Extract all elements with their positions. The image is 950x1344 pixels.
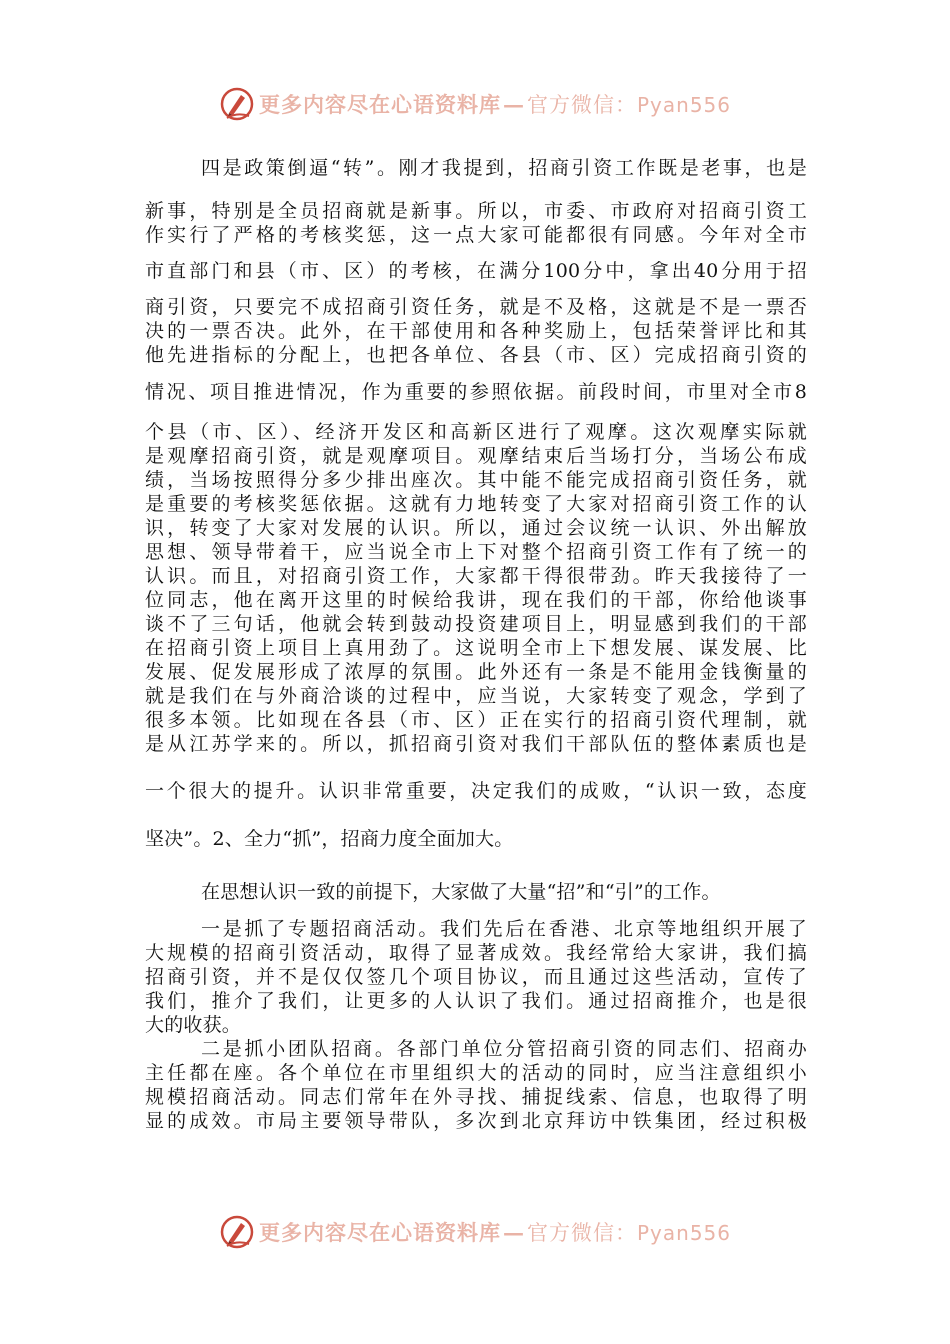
text-line: 大规模的招商引资活动，取得了显著成效。我经常给大家讲，我们搞 [145, 942, 807, 964]
text-line: 招商引资，并不是仅仅签几个项目协议，而且通过这些活动，宣传了 [145, 966, 807, 988]
watermark-title: 更多内容尽在心语资料库 [258, 92, 501, 117]
text-line: 规模招商活动。同志们常年在外寻找、捕捉线索、信息，也取得了明 [145, 1086, 807, 1108]
watermark-title: 更多内容尽在心语资料库 [258, 1220, 501, 1245]
watermark-label: 官方微信： [526, 93, 637, 117]
watermark-banner-bottom [0, 1212, 950, 1252]
watermark-text [259, 1217, 731, 1247]
pen-logo-icon [219, 1214, 255, 1250]
text-line: 位同志，他在离开这里的时候给我讲，现在我们的干部，你给他谈事 [145, 589, 807, 611]
text-line: 二是抓小团队招商。各部门单位分管招商引资的同志们、招商办 [201, 1038, 807, 1060]
text-line: 大的收获。 [145, 1014, 242, 1036]
watermark-separator: — [502, 1220, 525, 1245]
text-line: 一是抓了专题招商活动。我们先后在香港、北京等地组织开展了 [201, 918, 807, 940]
text-line: 主任都在座。各个单位在市里组织大的活动的同时，应当注意组织小 [145, 1062, 807, 1084]
text-line: 作实行了严格的考核奖惩，这一点大家可能都很有同感。今年对全市 [145, 224, 807, 246]
text-line: 决的一票否决。此外，在干部使用和各种奖励上，包括荣誉评比和其 [145, 320, 807, 342]
text-line: 发展、促发展形成了浓厚的氛围。此外还有一条是不能用金钱衡量的 [145, 661, 807, 683]
text-line: 思想、领导带着干，应当说全市上下对整个招商引资工作有了统一的 [145, 541, 807, 563]
text-line: 新事，特别是全员招商就是新事。所以，市委、市政府对招商引资工 [145, 200, 807, 222]
text-line: 四是政策倒逼“转”。刚才我提到，招商引资工作既是老事，也是 [201, 157, 807, 179]
text-line: 显的成效。市局主要领导带队，多次到北京拜访中铁集团，经过积极 [145, 1110, 807, 1132]
text-line: 市直部门和县（市、区）的考核，在满分100分中，拿出40分用于招 [145, 260, 807, 282]
watermark-label: 官方微信： [526, 1221, 637, 1245]
watermark-banner-top [0, 84, 950, 124]
text-line: 识，转变了大家对发展的认识。所以，通过会议统一认识、外出解放 [145, 517, 807, 539]
text-line: 他先进指标的分配上，也把各单位、各县（市、区）完成招商引资的 [145, 344, 807, 366]
text-line: 商引资，只要完不成招商引资任务，就是不及格，这就是不是一票否 [145, 296, 807, 318]
text-line: 是观摩招商引资，就是观摩项目。观摩结束后当场打分，当场公布成 [145, 445, 807, 467]
text-line: 我们，推介了我们，让更多的人认识了我们。通过招商推介，也是很 [145, 990, 807, 1012]
watermark-separator: — [502, 92, 525, 117]
text-line: 在招商引资上项目上真用劲了。这说明全市上下想发展、谋发展、比 [145, 637, 807, 659]
text-line: 是重要的考核奖惩依据。这就有力地转变了大家对招商引资工作的认 [145, 493, 807, 515]
text-line: 情况、项目推进情况，作为重要的参照依据。前段时间，市里对全市8 [145, 381, 807, 403]
watermark-wechat-id: Pyan556 [636, 1221, 731, 1245]
text-line: 绩，当场按照得分多少排出座次。其中能不能完成招商引资任务，就 [145, 469, 807, 491]
watermark-wechat-id: Pyan556 [636, 93, 731, 117]
text-line: 认识。而且，对招商引资工作，大家都干得很带劲。昨天我接待了一 [145, 565, 807, 587]
text-line: 在思想认识一致的前提下，大家做了大量“招”和“引”的工作。 [201, 881, 721, 903]
text-line: 谈不了三句话，他就会转到鼓动投资建项目上，明显感到我们的干部 [145, 613, 807, 635]
text-line: 很多本领。比如现在各县（市、区）正在实行的招商引资代理制，就 [145, 709, 807, 731]
text-line: 一个很大的提升。认识非常重要，决定我们的成败，“认识一致，态度 [145, 780, 807, 802]
text-line: 是从江苏学来的。所以，抓招商引资对我们干部队伍的整体素质也是 [145, 733, 807, 755]
text-line: 个县（市、区）、经济开发区和高新区进行了观摩。这次观摩实际就 [145, 421, 807, 443]
watermark-text [259, 89, 731, 119]
pen-logo-icon [219, 86, 255, 122]
text-line: 就是我们在与外商洽谈的过程中，应当说，大家转变了观念，学到了 [145, 685, 807, 707]
text-line: 坚决”。2、全力“抓”，招商力度全面加大。 [145, 828, 514, 850]
